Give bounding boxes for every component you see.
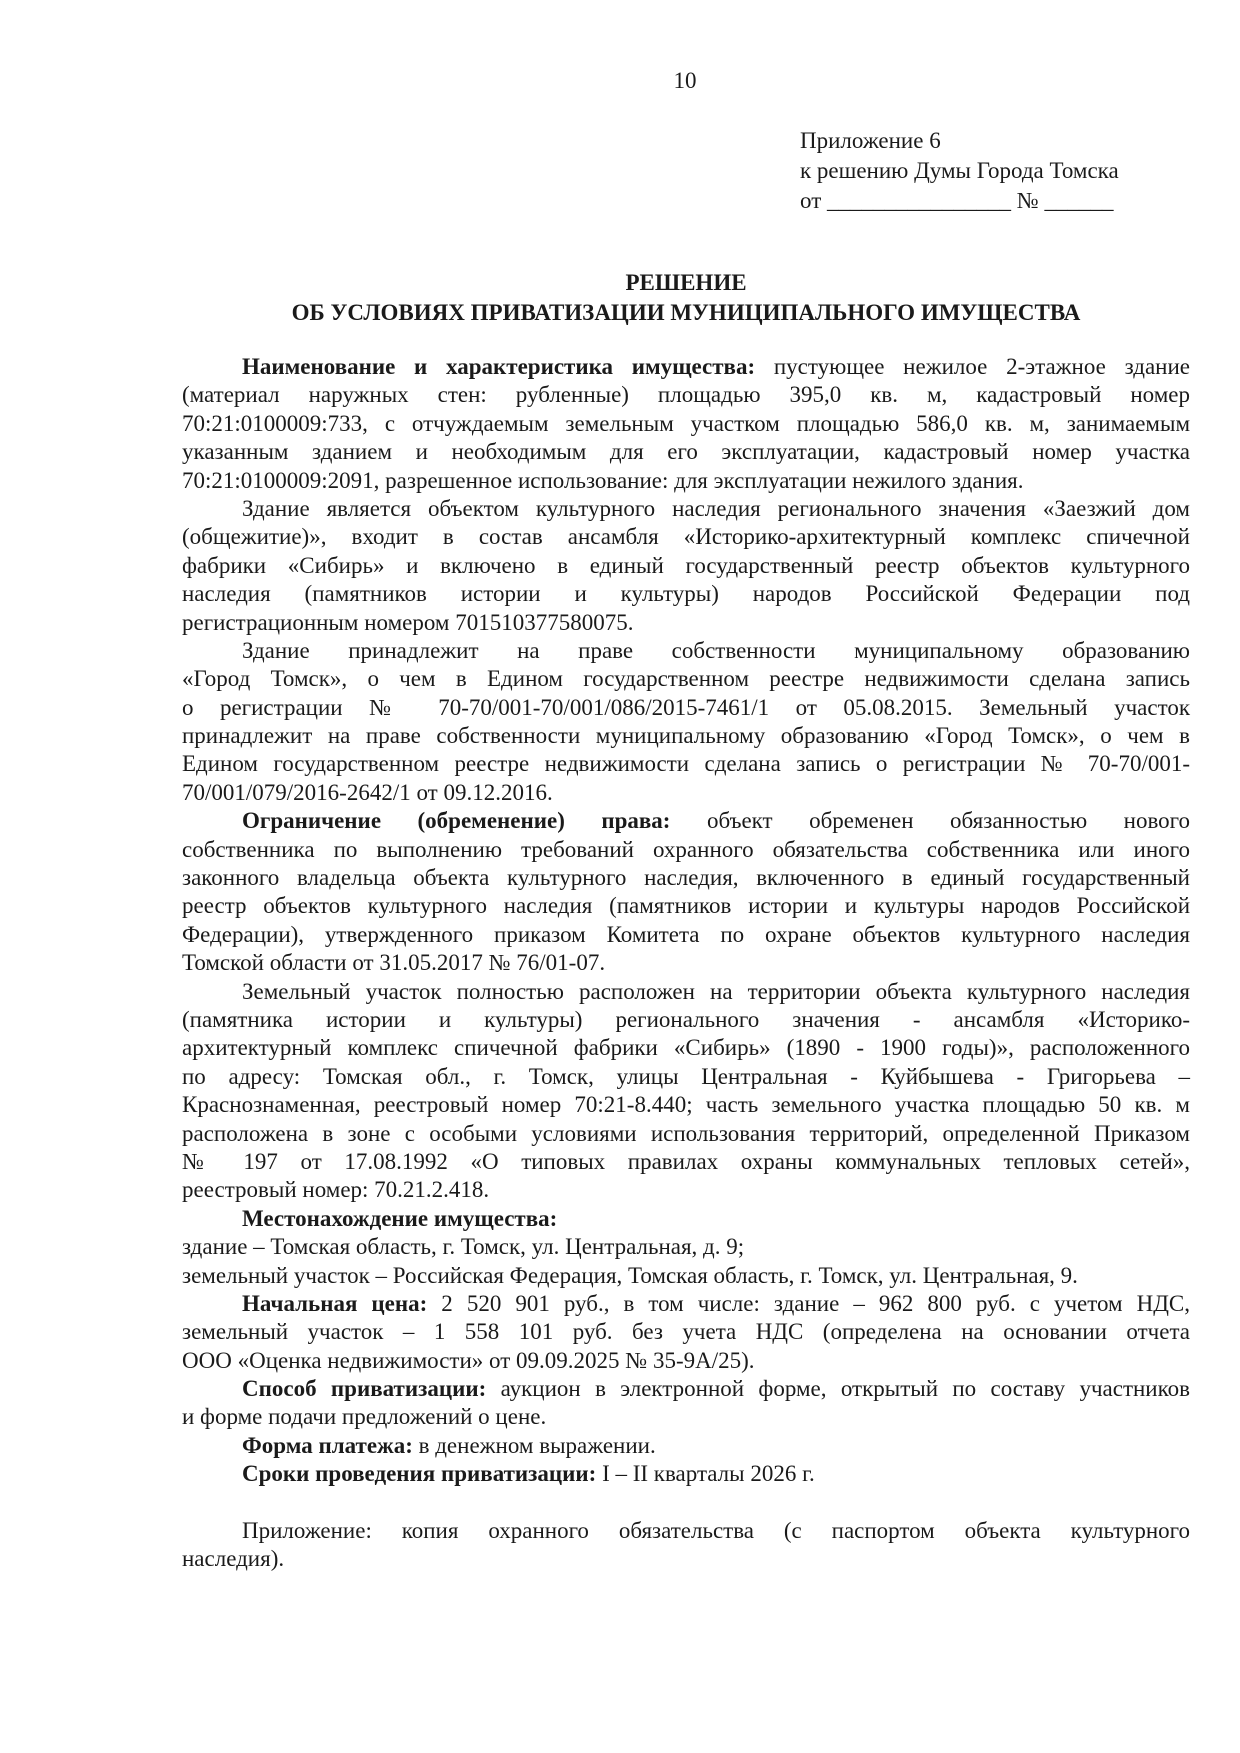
text-line: пустующее нежилое 2-этажное здание (755, 354, 1190, 379)
page-number: 10 (673, 68, 697, 93)
text-line: о регистрации № 70-70/001-70/001/086/2015-7461/1 от 05.08.2015. Земельный участок (182, 694, 1190, 720)
text-line: 70/001/079/2016-2642/1 от 09.12.2016. (182, 779, 553, 805)
text-line: указанным зданием и необходимым для его эксплуатации, кадастровый номер участка (182, 439, 1190, 465)
location-building: здание – Томская область, г. Томск, ул. Центральная, д. 9; (182, 1234, 745, 1260)
document-body (182, 353, 1190, 1574)
paragraph-land-plot (182, 978, 1190, 1205)
text-line: «Город Томск», о чем в Едином государственном реестре недвижимости сделана запись (182, 666, 1190, 692)
label-payment: Форма платежа: (242, 1432, 413, 1458)
text-line: собственника по выполнению требований охранного обязательства собственника или иного (182, 836, 1190, 862)
label-property-name: Наименование и характеристика имущества: (242, 354, 756, 379)
text-line: земельный участок – 1 558 101 руб. без учета НДС (определена на основании отчета (182, 1319, 1190, 1345)
text-line: 70:21:0100009:733, с отчуждаемым земельным участком площадью 586,0 кв. м, занимаемым (182, 410, 1190, 436)
text-line: Здание принадлежит на праве собственности муниципальному образованию (242, 637, 1190, 663)
text-line: реестр объектов культурного наследия (памятников истории и культуры народов Российской (182, 893, 1190, 919)
text-line: № 197 от 17.08.1992 «О типовых правилах охраны коммунальных тепловых сетей», (182, 1148, 1190, 1174)
text-line: расположена в зоне с особыми условиями использования территорий, определенной Приказом (182, 1120, 1190, 1146)
text-line: (памятника истории и культуры) регионального значения - ансамбля «Историко- (182, 1006, 1190, 1032)
text-line: Томской области от 31.05.2017 № 76/01-07. (182, 950, 606, 976)
label-location: Местонахождение имущества: (242, 1205, 558, 1231)
paragraph-property-description (182, 353, 1190, 495)
document-title: РЕШЕНИЕ (625, 270, 747, 295)
text-line: Здание является объектом культурного наследия регионального значения «Заезжий дом (242, 495, 1190, 521)
paragraph-initial-price (182, 1290, 1190, 1375)
paragraph-privatization-method (182, 1375, 1190, 1432)
text-line: (материал наружных стен: рубленные) площадью 395,0 кв. м, кадастровый номер (182, 382, 1190, 408)
text-line: Земельный участок полностью расположен на территории объекта культурного наследия (242, 978, 1190, 1004)
text-line: I – II кварталы 2026 г. (596, 1461, 815, 1487)
text-line: принадлежит на праве собственности муниципальному образованию «Город Томск», о чем в (182, 723, 1190, 749)
appendix-reference: к решению Думы Города Томска (800, 158, 1119, 183)
paragraph-attachment (182, 1517, 1190, 1574)
text-line: 2 520 901 руб., в том числе: здание – 962 800 руб. с учетом НДС, (427, 1290, 1190, 1316)
text-line: 70:21:0100009:2091, разрешенное использование: для эксплуатации нежилого здания. (182, 467, 1024, 493)
text-line: ООО «Оценка недвижимости» от 09.09.2025 № 35-9А/25). (182, 1347, 755, 1373)
text-line: Федерации), утвержденного приказом Комитета по охране объектов культурного наследия (182, 921, 1190, 947)
paragraph-heritage-status (182, 495, 1190, 637)
text-line: Приложение: копия охранного обязательства (с паспортом объекта культурного (242, 1518, 1190, 1544)
text-line: по адресу: Томская обл., г. Томск, улицы Центральная - Куйбышева - Григорьева – (182, 1063, 1190, 1089)
paragraph-terms (182, 1460, 1190, 1488)
paragraph-location (182, 1205, 1190, 1290)
label-initial-price: Начальная цена: (242, 1290, 428, 1316)
text-line: регистрационным номером 701510377580075. (182, 609, 634, 635)
text-line: фабрики «Сибирь» и включено в единый государственный реестр объектов культурного (182, 552, 1190, 578)
label-terms: Сроки проведения приватизации: (242, 1461, 597, 1487)
paragraph-ownership (182, 637, 1190, 807)
text-line: аукцион в электронной форме, открытый по составу участников (486, 1376, 1190, 1402)
text-line: Едином государственном реестре недвижимости сделана запись о регистрации № 70-70/001- (182, 751, 1190, 777)
text-line: наследия (памятников истории и культуры) народов Российской Федерации под (182, 581, 1190, 607)
paragraph-encumbrance (182, 807, 1190, 977)
text-line: (общежитие)», входит в состав ансамбля «Историко-архитектурный комплекс спичечной (182, 524, 1190, 550)
text-line: Краснознаменная, реестровый номер 70:21-8.440; часть земельного участка площадью 50 кв. м (182, 1092, 1190, 1118)
text-line: и форме подачи предложений о цене. (182, 1404, 547, 1430)
text-line: в денежном выражении. (412, 1432, 656, 1458)
text-line: законного владельца объекта культурного наследия, включенного в единый государственный (182, 865, 1190, 891)
text-line: объект обременен обязанностью нового (670, 808, 1191, 834)
paragraph-payment-form (182, 1432, 1190, 1460)
document-subtitle: ОБ УСЛОВИЯХ ПРИВАТИЗАЦИИ МУНИЦИПАЛЬНОГО ИМУЩЕСТВА (291, 300, 1081, 325)
text-line: наследия). (182, 1546, 285, 1572)
location-land: земельный участок – Российская Федерация, Томская область, г. Томск, ул. Центральная, 9. (182, 1262, 1078, 1288)
text-line: архитектурный комплекс спичечной фабрики «Сибирь» (1890 - 1900 годы)», расположенного (182, 1035, 1190, 1061)
spacer (182, 1489, 1190, 1517)
label-encumbrance: Ограничение (обременение) права: (242, 808, 671, 834)
appendix-date-number: от ________________ № ______ (800, 188, 1114, 213)
label-method: Способ приватизации: (242, 1376, 487, 1402)
appendix-number: Приложение 6 (800, 128, 941, 153)
text-line: реестровый номер: 70.21.2.418. (182, 1177, 490, 1203)
appendix-header (800, 126, 1119, 216)
